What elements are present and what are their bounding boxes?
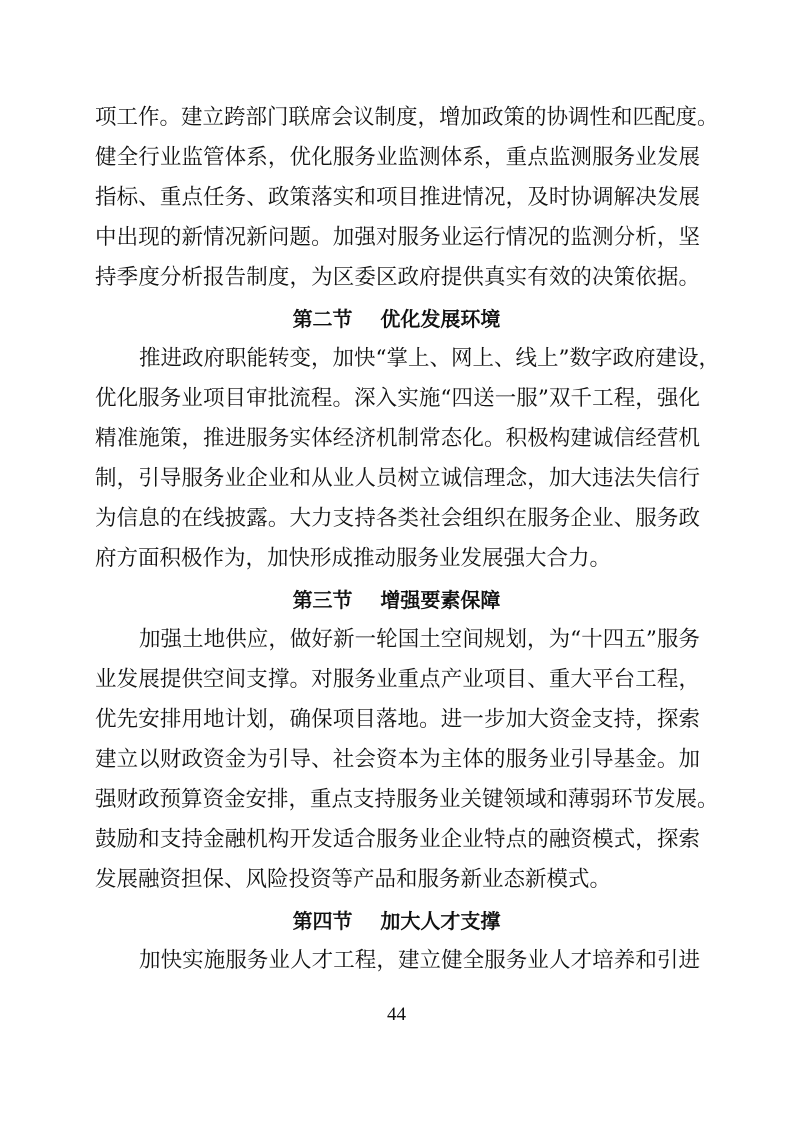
paragraph-line: 加快实施服务业人才工程，建立健全服务业人才培养和引进: [139, 948, 700, 973]
paragraph-line: 中出现的新情况新问题。加强对服务业运行情况的监测分析，坚: [95, 225, 700, 250]
paragraph-line: 制，引导服务业企业和从业人员树立诚信理念，加大违法失信行: [95, 466, 700, 491]
paragraph-line: 推进政府职能转变，加快“掌上、网上、线上”数字政府建设，: [139, 346, 720, 371]
section-heading-3: 第三节 增强要素保障: [292, 588, 501, 612]
paragraph-line: 业发展提供空间支撑。对服务业重点产业项目、重大平台工程，: [95, 667, 700, 692]
section-heading-2: 第二节 优化发展环境: [292, 307, 501, 331]
paragraph-line: 发展融资担保、风险投资等产品和服务新业态新模式。: [95, 867, 612, 892]
paragraph-line: 健全行业监管体系，优化服务业监测体系，重点监测服务业发展: [95, 145, 700, 170]
paragraph-line: 优化服务业项目审批流程。深入实施“四送一服”双千工程，强化: [95, 386, 700, 411]
paragraph-line: 优先安排用地计划，确保项目落地。进一步加大资金支持，探索: [95, 707, 700, 732]
paragraph-line: 持季度分析报告制度，为区委区政府提供真实有效的决策依据。: [95, 265, 700, 290]
paragraph-line: 强财政预算资金安排，重点支持服务业关键领域和薄弱环节发展。: [95, 787, 719, 812]
paragraph-line: 建立以财政资金为引导、社会资本为主体的服务业引导基金。加: [95, 747, 700, 772]
page-number: 44: [387, 1004, 406, 1025]
paragraph-line: 加强土地供应，做好新一轮国土空间规划，为“十四五”服务: [139, 627, 700, 652]
section-heading-4: 第四节 加大人才支撑: [292, 909, 501, 933]
paragraph-line: 精准施策，推进服务实体经济机制常态化。积极构建诚信经营机: [95, 426, 700, 451]
paragraph-line: 为信息的在线披露。大力支持各类社会组织在服务企业、服务政: [95, 506, 700, 531]
paragraph-line: 指标、重点任务、政策落实和项目推进情况，及时协调解决发展: [95, 185, 700, 210]
paragraph-line: 府方面积极作为，加快形成推动服务业发展强大合力。: [95, 546, 612, 571]
paragraph-line: 项工作。建立跨部门联席会议制度，增加政策的协调性和匹配度。: [95, 105, 719, 130]
paragraph-line: 鼓励和支持金融机构开发适合服务业企业特点的融资模式，探索: [95, 827, 700, 852]
